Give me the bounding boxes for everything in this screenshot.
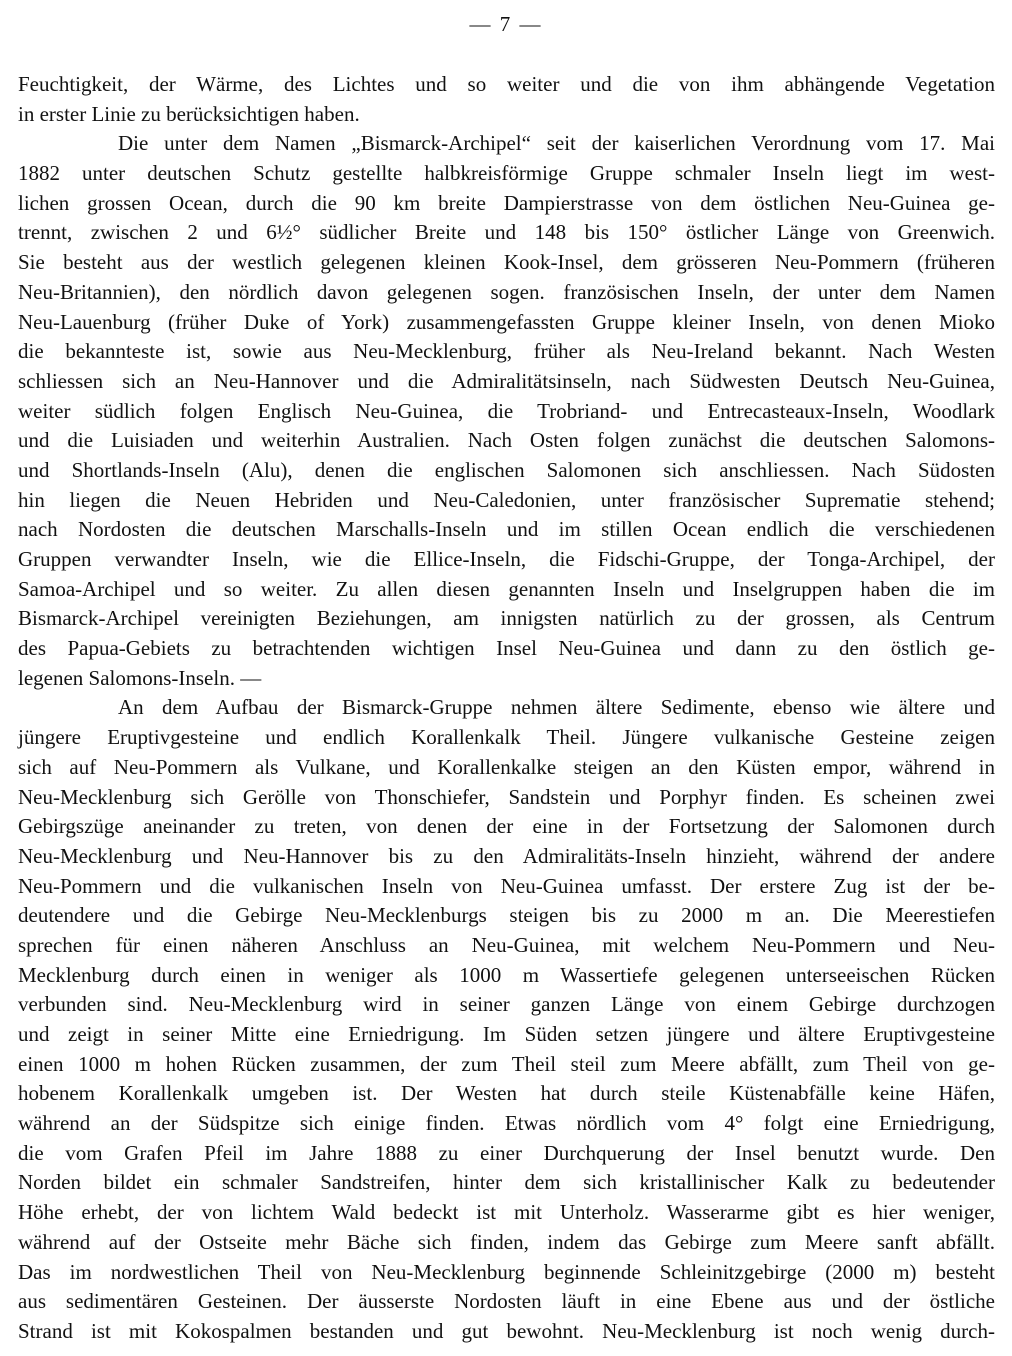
text-line: lichen grossen Ocean, durch die 90 km breite Dampierstrasse von dem östlichen Neu-Guinea ge- (18, 190, 995, 215)
text-line: aus sedimentären Gesteinen. Der äusserste Nordosten läuft in eine Ebene aus und der östliche (18, 1289, 995, 1314)
text-line: hin liegen die Neuen Hebriden und Neu-Caledonien, unter französischer Suprematie stehend; (18, 487, 995, 512)
text-line: Samoa-Archipel und so weiter. Zu allen diesen genannten Inseln und Inselgruppen haben die im (18, 576, 995, 601)
text-line: und Shortlands-Inseln (Alu), denen die englischen Salomonen sich anschliessen. Nach Südosten (18, 457, 995, 482)
text-line: Feuchtigkeit, der Wärme, des Lichtes und so weiter und die von ihm abhängende Vegetation (18, 72, 995, 96)
text-line: verbunden sind. Neu-Mecklenburg wird in seiner ganzen Länge von einem Gebirge durchzogen (18, 992, 995, 1017)
text-line: Strand ist mit Kokospalmen bestanden und gut bewohnt. Neu-Mecklenburg ist noch wenig durch- (18, 1318, 995, 1343)
text-line: An dem Aufbau der Bismarck-Gruppe nehmen ältere Sedimente, ebenso wie ältere und (118, 695, 995, 720)
text-line: Bismarck-Archipel vereinigten Beziehungen, am innigsten natürlich zu der grossen, als Centrum (18, 606, 995, 631)
text-line: des Papua-Gebiets zu betrachtenden wichtigen Insel Neu-Guinea und dann zu den östlich ge- (18, 636, 995, 661)
text-line: sprechen für einen näheren Anschluss an Neu-Guinea, mit welchem Neu-Pommern und Neu- (18, 932, 995, 957)
text-line: legenen Salomons-Inseln. — (18, 665, 262, 690)
text-line: jüngere Eruptivgesteine und endlich Korallenkalk Theil. Jüngere vulkanische Gesteine zeigen (18, 725, 995, 750)
text-line: nach Nordosten die deutschen Marschalls-Inseln und im stillen Ocean endlich die verschiedenen (18, 517, 995, 542)
text-line: einen 1000 m hohen Rücken zusammen, der zum Theil steil zum Meere abfällt, zum Theil von ge- (18, 1051, 995, 1076)
text-line: und zeigt in seiner Mitte eine Erniedrigung. Im Süden setzen jüngere und ältere Eruptivgesteine (18, 1022, 995, 1046)
text-line: Höhe erhebt, der von lichtem Wald bedeckt ist mit Unterholz. Wasserarme gibt es hier weniger, (18, 1200, 995, 1225)
text-line: Neu-Britannien), den nördlich davon gelegenen sogen. französischen Inseln, der unter dem Namen (18, 279, 995, 304)
page-number: — 7 — (469, 12, 543, 36)
text-line: trennt, zwischen 2 und 6½° südlicher Breite und 148 bis 150° östlicher Länge von Greenwich. (18, 220, 995, 245)
text-line: während an der Südspitze sich einige finden. Etwas nördlich vom 4° folgt eine Erniedrigung, (18, 1111, 995, 1136)
text-line: Norden bildet ein schmaler Sandstreifen, hinter dem sich kristallinischer Kalk zu bedeutender (18, 1170, 995, 1195)
body-text (18, 70, 995, 1347)
text-line: Das im nordwestlichen Theil von Neu-Mecklenburg beginnende Schleinitzgebirge (2000 m) besteht (18, 1259, 995, 1284)
text-line: während auf der Ostseite mehr Bäche sich finden, indem das Gebirge zum Meere sanft abfällt. (18, 1229, 995, 1254)
text-line: sich auf Neu-Pommern als Vulkane, und Korallenkalke steigen an den Küsten empor, während in (18, 754, 995, 779)
text-line: Sie besteht aus der westlich gelegenen kleinen Kook-Insel, dem grösseren Neu-Pommern (früheren (18, 250, 995, 275)
text-line: Die unter dem Namen „Bismarck-Archipel“ seit der kaiserlichen Verordnung vom 17. Mai (118, 131, 995, 156)
text-line: Gebirgszüge aneinander zu treten, von denen der eine in der Fortsetzung der Salomonen durch (18, 814, 995, 839)
text-line: Neu-Pommern und die vulkanischen Inseln von Neu-Guinea umfasst. Der erstere Zug ist der be- (18, 873, 995, 898)
text-line: 1882 unter deutschen Schutz gestellte halbkreisförmige Gruppe schmaler Inseln liegt im west- (18, 161, 995, 186)
text-line: Gruppen verwandter Inseln, wie die Ellice-Inseln, die Fidschi-Gruppe, der Tonga-Archipel, der (18, 547, 995, 571)
text-line: schliessen sich an Neu-Hannover und die Admiralitätsinseln, nach Südwesten Deutsch Neu-Guinea, (18, 368, 995, 393)
text-line: Neu-Mecklenburg sich Gerölle von Thonschiefer, Sandstein und Porphyr finden. Es scheinen zwei (18, 784, 995, 809)
text-line: und die Luisiaden und weiterhin Australien. Nach Osten folgen zunächst die deutschen Salomons- (18, 428, 995, 453)
text-line: Neu-Mecklenburg und Neu-Hannover bis zu den Admiralitäts-Inseln hinzieht, während der andere (18, 843, 995, 868)
text-line: die bekannteste ist, sowie aus Neu-Mecklenburg, früher als Neu-Ireland bekannt. Nach Westen (18, 339, 995, 364)
text-line: die vom Grafen Pfeil im Jahre 1888 zu einer Durchquerung der Insel benutzt wurde. Den (18, 1140, 995, 1165)
text-line: deutendere und die Gebirge Neu-Mecklenburgs steigen bis zu 2000 m an. Die Meerestiefen (18, 903, 995, 928)
text-line: Neu-Lauenburg (früher Duke of York) zusammengefassten Gruppe kleiner Inseln, von denen Mioko (18, 309, 995, 334)
text-line: weiter südlich folgen Englisch Neu-Guinea, die Trobriand- und Entrecasteaux-Inseln, Woodlark (18, 398, 995, 423)
text-line: Mecklenburg durch einen in weniger als 1000 m Wassertiefe gelegenen unterseeischen Rücken (18, 962, 995, 987)
text-line: in erster Linie zu berücksichtigen haben. (18, 101, 360, 126)
text-line: hobenem Korallenkalk umgeben ist. Der Westen hat durch steile Küstenabfälle keine Häfen, (18, 1081, 995, 1106)
